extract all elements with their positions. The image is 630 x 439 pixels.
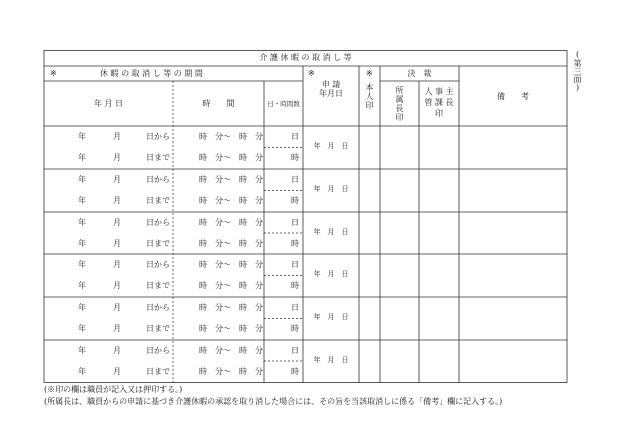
period-asterisk: ※	[50, 69, 57, 78]
row-1-to-day: 日まで	[146, 153, 170, 162]
row-3-hours: 時	[291, 239, 299, 248]
row-3-from-year: 年	[78, 218, 86, 227]
row-3-to-day: 日まで	[146, 239, 170, 248]
row-4-days: 日	[291, 260, 299, 269]
period-header: 休 暇 の 取 消 し 等 の 期 間	[100, 69, 203, 78]
row-5-apply-date: 年 月 日	[313, 313, 349, 322]
row-4-to-day: 日まで	[146, 281, 170, 290]
apply-date-asterisk: ※	[308, 69, 315, 78]
row-2-to-year: 年	[78, 196, 86, 205]
row-5-from-day: 日から	[146, 303, 170, 312]
row-2-from-day: 日から	[146, 175, 170, 184]
row-2-to-month: 月	[113, 196, 121, 205]
row-1-to-month: 月	[113, 153, 121, 162]
row-6-from-day: 日から	[146, 346, 170, 355]
row-1-time-to: 時 分～ 時 分	[199, 153, 263, 162]
row-2-from-month: 月	[113, 175, 121, 184]
page-side-label: (第三面)	[573, 50, 582, 92]
row-3-time-from: 時 分～ 時 分	[199, 218, 263, 227]
column-header-days-hours: 日・時間数	[267, 100, 300, 108]
row-5-from-month: 月	[113, 303, 121, 312]
row-6-time-to: 時 分～ 時 分	[199, 367, 263, 376]
row-1-days: 日	[291, 132, 299, 141]
row-5-to-year: 年	[78, 324, 86, 333]
self-seal-char-2: 人	[365, 92, 374, 101]
row-2-time-from: 時 分～ 時 分	[199, 175, 263, 184]
hr-manager-line-1: 人 事 主	[424, 87, 454, 96]
row-5-days: 日	[291, 303, 299, 312]
dept-head-char-1: 所	[395, 86, 404, 95]
hr-manager-line-2: 管 課 長	[424, 98, 454, 107]
dept-head-char-3: 長	[395, 104, 404, 113]
column-header-time: 時 間	[202, 99, 235, 108]
row-2-days: 日	[291, 175, 299, 184]
row-2-apply-date: 年 月 日	[313, 185, 349, 194]
row-6-apply-date: 年 月 日	[313, 356, 349, 365]
form-title: 介 護 休 暇 の 取 消 し 等	[259, 53, 352, 62]
row-1-hours: 時	[291, 153, 299, 162]
row-3-to-month: 月	[113, 239, 121, 248]
row-6-time-from: 時 分～ 時 分	[199, 346, 263, 355]
row-5-hours: 時	[291, 324, 299, 333]
row-4-from-year: 年	[78, 260, 86, 269]
row-6-to-month: 月	[113, 367, 121, 376]
self-seal-char-1: 本	[365, 83, 374, 92]
column-header-self-seal	[359, 83, 380, 110]
row-4-time-to: 時 分～ 時 分	[199, 281, 263, 290]
row-1-to-year: 年	[78, 153, 86, 162]
row-2-from-year: 年	[78, 175, 86, 184]
row-1-from-day: 日から	[146, 132, 170, 141]
row-2-hours: 時	[291, 196, 299, 205]
row-4-to-year: 年	[78, 281, 86, 290]
row-4-from-day: 日から	[146, 260, 170, 269]
hr-manager-line-3: 印	[435, 109, 443, 118]
row-2-to-day: 日まで	[146, 196, 170, 205]
apply-date-line-2: 年月日	[319, 89, 343, 98]
row-3-from-day: 日から	[146, 218, 170, 227]
row-4-hours: 時	[291, 281, 299, 290]
row-3-apply-date: 年 月 日	[313, 228, 349, 237]
row-6-to-day: 日まで	[146, 367, 170, 376]
row-4-time-from: 時 分～ 時 分	[199, 260, 263, 269]
apply-date-line-1: 申 請	[321, 80, 341, 89]
row-3-days: 日	[291, 218, 299, 227]
row-5-from-year: 年	[78, 303, 86, 312]
row-6-from-year: 年	[78, 346, 86, 355]
row-6-from-month: 月	[113, 346, 121, 355]
note-remarks-instruction: (所属長は、職員からの申請に基づき介護休暇の承認を取り消した場合には、その旨を当該取消しに係る「備考」欄に記入する。)	[44, 397, 503, 406]
row-4-from-month: 月	[113, 260, 121, 269]
column-header-hr-manager	[419, 86, 459, 119]
column-header-date: 年 月 日	[93, 99, 124, 108]
dept-head-char-4: 印	[395, 113, 404, 122]
column-header-kessai: 決 裁	[407, 69, 432, 78]
row-4-apply-date: 年 月 日	[313, 270, 349, 279]
dept-head-char-2: 属	[395, 95, 404, 104]
self-seal-asterisk: ※	[366, 69, 373, 78]
column-header-apply-date	[303, 80, 359, 98]
row-6-days: 日	[291, 346, 299, 355]
row-4-to-month: 月	[113, 281, 121, 290]
row-5-to-month: 月	[113, 324, 121, 333]
self-seal-char-3: 印	[365, 101, 374, 110]
row-1-apply-date: 年 月 日	[313, 142, 349, 151]
row-3-to-year: 年	[78, 239, 86, 248]
column-header-dept-head	[380, 86, 419, 122]
column-header-remarks: 備 考	[497, 92, 529, 101]
note-asterisk-fields: (※印の欄は職員が記入又は押印する。)	[44, 385, 183, 394]
row-3-from-month: 月	[113, 218, 121, 227]
row-6-hours: 時	[291, 367, 299, 376]
row-1-time-from: 時 分～ 時 分	[199, 132, 263, 141]
row-1-from-month: 月	[113, 132, 121, 141]
row-2-time-to: 時 分～ 時 分	[199, 196, 263, 205]
row-5-time-to: 時 分～ 時 分	[199, 324, 263, 333]
row-5-to-day: 日まで	[146, 324, 170, 333]
row-1-from-year: 年	[78, 132, 86, 141]
row-6-to-year: 年	[78, 367, 86, 376]
row-5-time-from: 時 分～ 時 分	[199, 303, 263, 312]
row-3-time-to: 時 分～ 時 分	[199, 239, 263, 248]
